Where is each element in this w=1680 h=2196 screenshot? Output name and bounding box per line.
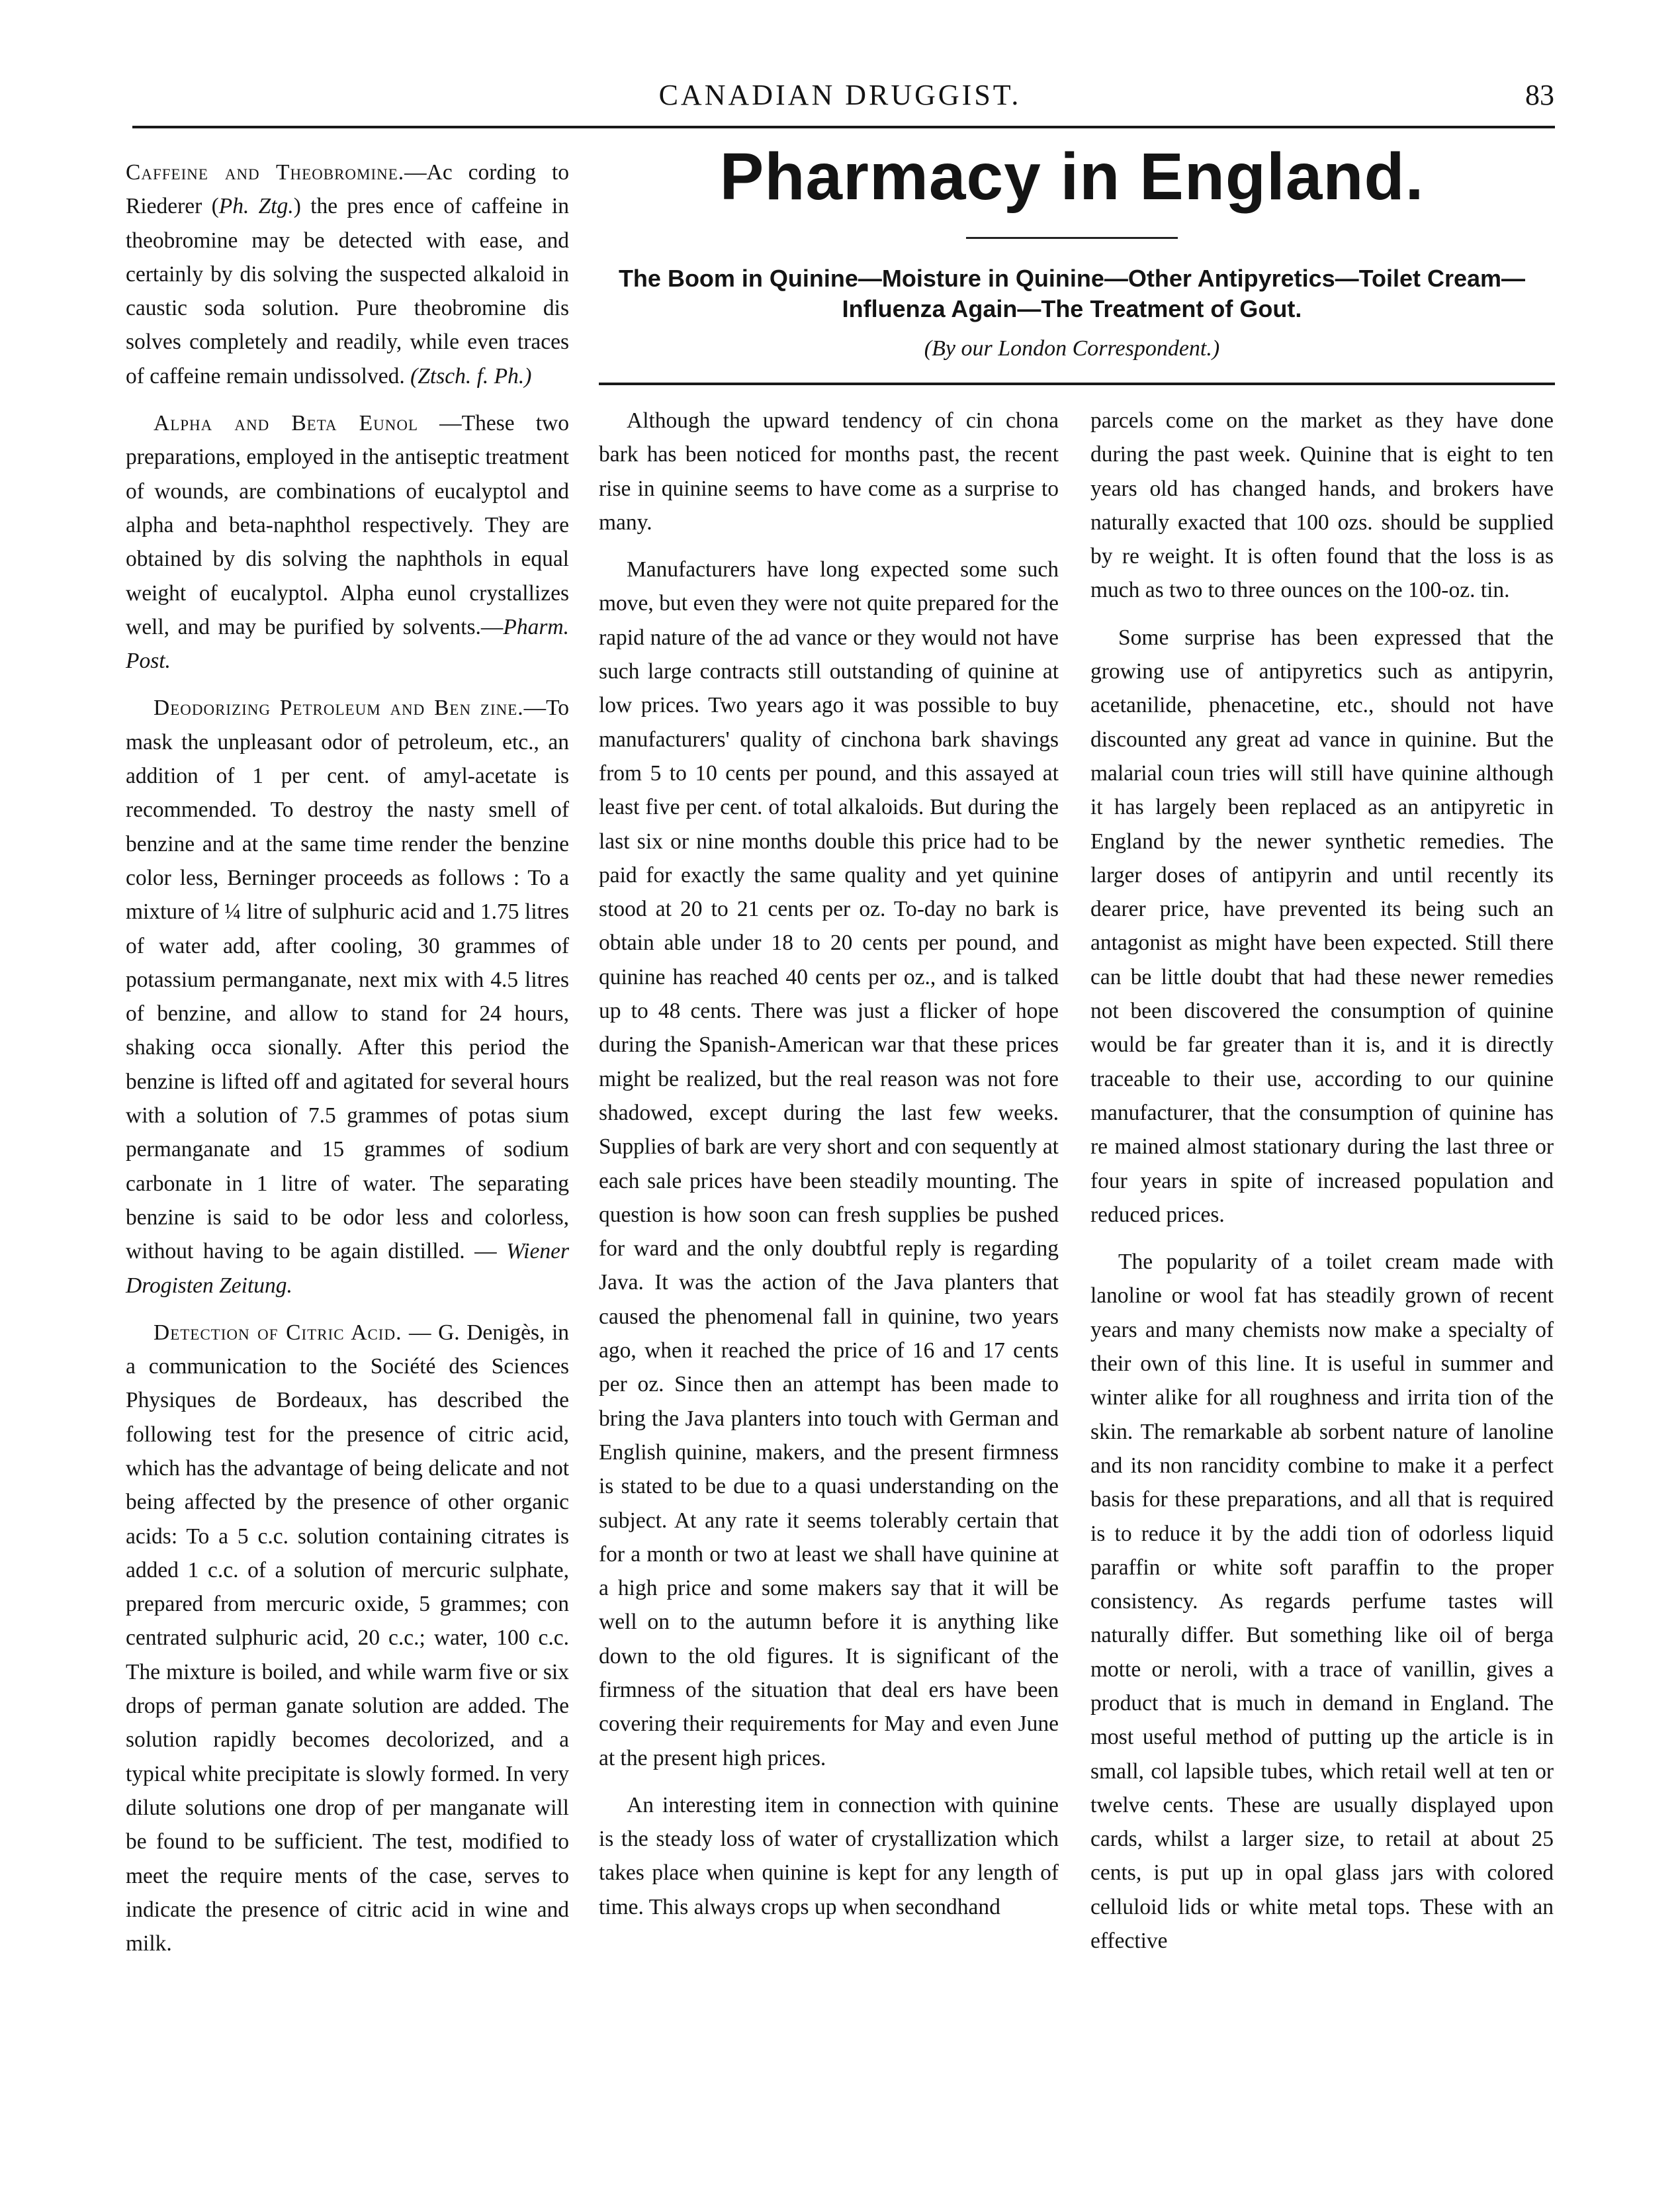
petroleum-source: Wiener Drogisten Zeitung.: [126, 1239, 569, 1298]
header-rule: [132, 126, 1555, 128]
running-head: CANADIAN DRUGGIST.: [658, 79, 1022, 111]
article-subtitle: The Boom in Quinine—Moisture in Quinine—Other Antipyretics—Toilet Cream—Influenza Again—The Treatment of Gout.: [618, 265, 1526, 322]
page-number: 83: [1525, 79, 1554, 111]
caffeine-heading: Caffeine and Theobromine.: [126, 160, 405, 185]
citric-body: — G. Denigès, in a communication to the Société des Sciences Physiques de Bordeaux, has described the following test for the presence of citric acid, which has the advantage of being delicate and not being affected by the presence of other organic acids: To a 5 c.c. solution containing citrates is added 1 c.c. of a solution of mercuric sulphate, prepared from mercuric oxide, 5 grammes; con centrated sulphuric acid, 20 c.c.; water, 100 c.c. The mixture is boiled, and while warm five or six drops of perman ganate solution are added. The solution rapidly becomes decolorized, and a typical white precipitate is slowly formed. In very dilute solutions one drop of per manganate will be found to be sufficient. The test, modified to meet the require ments of the case, serves to indicate the presence of citric acid in wine and milk.: [126, 1320, 570, 1956]
right-paragraph-3: The popularity of a toilet cream made with lanoline or wool fat has steadily grown of recent years and many chemists now make a specialty of their own of this line. It is useful in summer and winter alike for all roughness and irrita tion of the skin. The remarkable ab sorbent nature of lanoline and its non rancidity combine to make it a perfect basis for these preparations, and all that is required is to reduce it by the addi tion of odorless liquid paraffin or white soft paraffin to the proper consistency. As regards perfume tastes will naturally differ. But something like oil of berga motte or neroli, with a trace of vanillin, gives a product that is much in demand in England. The most useful method of putting up the article is in small, col lapsible tubes, which retail well at ten or twelve cents. These are usually displayed upon cards, whilst a larger size, to retail at about 25 cents, is put up in opal glass jars with colored celluloid lids or white metal tops. These with an effective: [1090, 1250, 1554, 1954]
article-byline: (By our London Correspondent.): [924, 336, 1220, 361]
caffeine-cite: Ph. Ztg.: [218, 194, 294, 219]
article-title: Pharmacy in England.: [719, 140, 1425, 214]
right-paragraph-1: parcels come on the market as they have done during the past week. Quinine that is eight to ten years old has changed hands, and brokers have naturally exacted that 100 ozs. should be supplied by re weight. It is often found that the loss is as much as two to three ounces on the 100-oz. tin.: [1090, 408, 1554, 603]
article-rule: [599, 383, 1555, 385]
left-column: [126, 156, 569, 1974]
right-column: [1090, 404, 1554, 1971]
middle-paragraph-1: Although the upward tendency of cin chona bark has been noticed for months past, the recent rise in quinine seems to have come as a surprise to many.: [599, 408, 1059, 535]
petroleum-body: —To mask the unpleasant odor of petroleum, etc., an addition of 1 per cent. of amyl-acetate is recommended. To destroy the nasty smell of benzine and at the same time render the benzine color less, Berninger proceeds as follows : To a mixture of ¼ litre of sulphuric acid and 1.75 litres of water add, after cooling, 30 grammes of potassium permanganate, next mix with 4.5 litres of benzine, and allow to stand for 24 hours, shaking occa sionally. After this period the benzine is lifted off and agitated for several hours with a solution of 7.5 grammes of potas sium permanganate and 15 grammes of sodium carbonate in 1 litre of water. The separating benzine is said to be odor less and colorless, without having to be again distilled. —: [126, 696, 569, 1264]
eunol-body: —These two preparations, employed in the antiseptic treatment of wounds, are combinations of eucalyptol and alpha and beta-naphthol respectively. They are obtained by dis solving the naphthols in equal weight of eucalyptol. Alpha eunol crystallizes well, and may be purified by solvents.—: [126, 411, 569, 639]
caffeine-body-b: ) the pres ence of caffeine in theobromine may be detected with ease, and certainly by dis solving the suspected alkaloid in caustic soda solution. Pure theobromine dis solves completely and readily, while even traces of caffeine remain undissolved.: [126, 194, 569, 389]
title-rule: [966, 237, 1178, 239]
petroleum-paragraph: [126, 691, 569, 1302]
citric-heading: Detection of Citric Acid.: [154, 1320, 402, 1345]
caffeine-source: (Ztsch. f. Ph.): [410, 363, 532, 389]
eunol-heading: Alpha and Beta Eunol: [154, 411, 419, 436]
caffeine-paragraph: [126, 156, 569, 393]
caffeine-body-a: —Ac cording to Riederer (: [126, 160, 569, 219]
middle-column: [599, 404, 1059, 1937]
right-paragraph-2: Some surprise has been expressed that the growing use of antipyretics such as antipyrin, acetanilide, phenacetine, etc., should not have discounted any great ad vance in quinine. But the malarial coun tries will still have quinine although it has largely been replaced as an antipyretic in England by the newer synthetic remedies. The larger doses of antipyrin and until recently its dearer price, have prevented its being such an antagonist as might have been expected. Still there can be little doubt that had these newer remedies not been discovered the consumption of quinine would be far greater than it is, and it is directly traceable to their use, according to our quinine manufacturer, that the consumption of quinine has re mained almost stationary during the last three or four years in spite of increased population and reduced prices.: [1090, 625, 1554, 1227]
middle-paragraph-3: An interesting item in connection with quinine is the steady loss of water of crystallization which takes place when quinine is kept for any length of time. This always crops up when secondhand: [599, 1792, 1059, 1919]
petroleum-heading: Deodorizing Petroleum and Ben zine.: [154, 696, 524, 721]
eunol-source: Pharm. Post.: [126, 614, 569, 674]
citric-paragraph: [126, 1316, 569, 1961]
eunol-paragraph: [126, 406, 569, 678]
middle-paragraph-2: Manufacturers have long expected some such move, but even they were not quite prepared for the rapid nature of the ad vance or they would not have such large contracts still outstanding of quinine at low prices. Two years ago it was possible to buy manufacturers' quality of cinchona bark shavings from 5 to 10 cents per pound, and this assayed at least five per cent. of total alkaloids. But during the last six or nine months double this price had to be paid for exactly the same quality and yet quinine stood at 20 to 21 cents per oz. To-day no bark is obtain able under 18 to 20 cents per pound, and quinine has reached 40 cents per oz., and is talked up to 48 cents. There was just a flicker of hope during the Spanish-American war that these prices might be realized, but the real reason was not fore shadowed, except during the last few weeks. Supplies of bark are very short and con sequently at each sale prices have been steadily mounting. The question is how soon can fresh supplies be pushed for ward and the only doubtful reply is regarding Java. It was the action of the Java planters that caused the phenomenal fall in quinine, two years ago, when it reached the price of 16 and 17 cents per oz. Since then an attempt has been made to bring the Java planters into touch with German and English quinine, makers, and the present firmness is stated to be due to a quasi understanding on the subject. At any rate it seems tolerably certain that for a month or two at least we shall have quinine at a high price and some makers say that it will be well on to the autumn before it is anything like down to the old figures. It is significant of the firmness of the situation that deal ers have been covering their requirements for May and even June at the present high prices.: [599, 557, 1059, 1770]
